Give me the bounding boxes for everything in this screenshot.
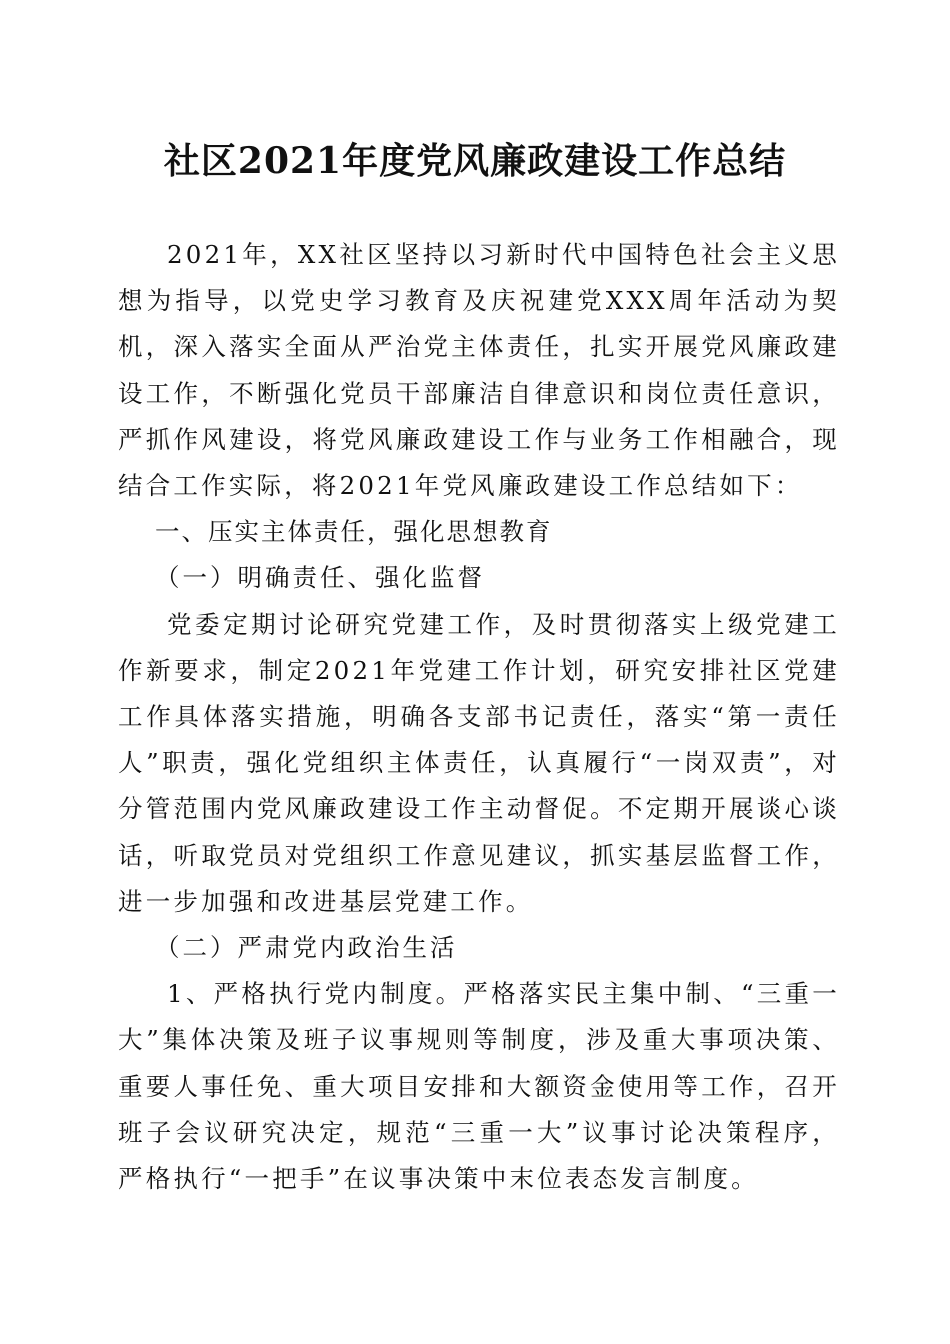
section-1-heading: 一、压实主体责任，强化思想教育 [155, 517, 553, 547]
intro-paragraph: 2021年，XX社区坚持以习新时代中国特色社会主义思想为指导，以党史学习教育及庆祝建党XXX周年活动为契机，深入落实全面从严治党主体责任，扎实开展党风廉政建设工作，不断强化党员干部廉洁自律意识和岗位责任意识，严抓作风建设，将党风廉政建设工作与业务工作相融合，现结合工作实际，将2021年党风廉政建设工作总结如下： [118, 240, 840, 501]
document-title: 社区2021年度党风廉政建设工作总结 [163, 140, 787, 182]
subsection-2-heading: （二）严肃党内政治生活 [155, 933, 458, 963]
subsection-1-body: 党委定期讨论研究党建工作，及时贯彻落实上级党建工作新要求，制定2021年党建工作计划，研究安排社区党建工作具体落实措施，明确各支部书记责任，落实“第一责任人”职责，强化党组织主体责任，认真履行“一岗双责”，对分管范围内党风廉政建设工作主动督促。不定期开展谈心谈话，听取党员对党组织工作意见建议，抓实基层监督工作，进一步加强和改进基层党建工作。 [118, 609, 840, 916]
subsection-2-item-1: 1、严格执行党内制度。严格落实民主集中制、“三重一大”集体决策及班子议事规则等制度，涉及重大事项决策、重要人事任免、重大项目安排和大额资金使用等工作，召开班子会议研究决定，规范“三重一大”议事讨论决策程序，严格执行“一把手”在议事决策中末位表态发言制度。 [118, 979, 840, 1194]
subsection-1-heading: （一）明确责任、强化监督 [155, 563, 485, 593]
document-body [118, 232, 840, 1202]
